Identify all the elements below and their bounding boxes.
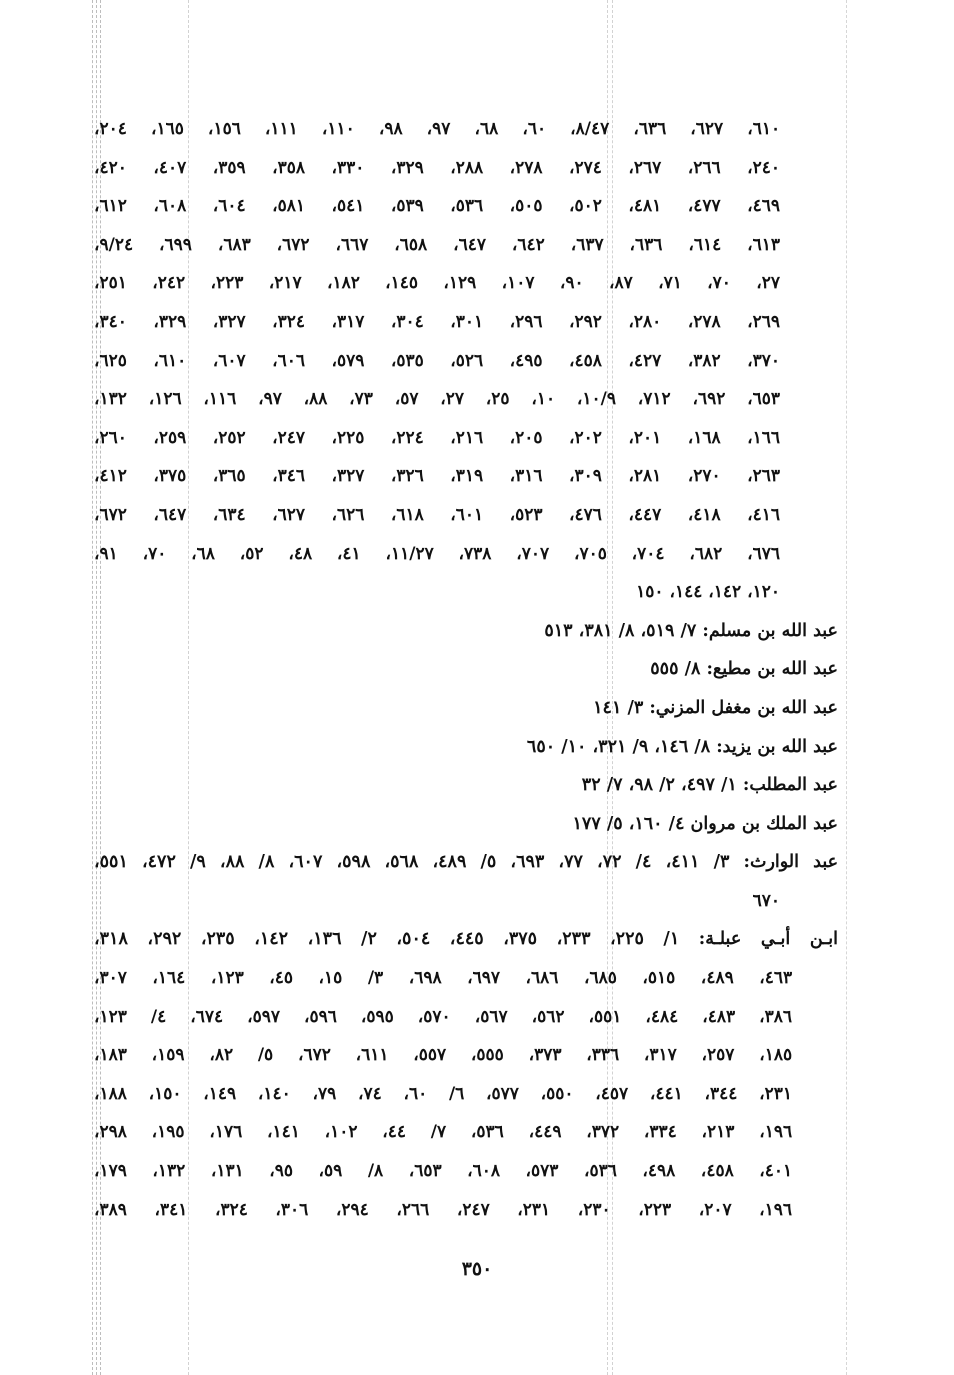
- index-entry: عبد الله بن يزيد: ٨/ ١٤٦، ٩/ ٣٢١، ١٠/ ٦٥٠: [526, 736, 838, 757]
- index-entry: عبد الملك بن مروان ٤/ ١٦٠، ٥/ ١٧٧: [572, 813, 838, 834]
- index-entry: عبد الله بن مسلم: ٧/ ٥١٩، ٨/ ٣٨١، ٥١٣: [544, 620, 838, 641]
- index-line: ٦٥٣، ٦٩٢، ٧١٢، ١٠/٩، ١٠، ٢٥، ٢٧، ٥٧، ٧٣، ٨٨، ٩٧، ١١٦، ١٢٦، ١٣٢،: [94, 389, 781, 410]
- index-line: ٦١٣، ٦١٤، ٦٣٦، ٦٣٧، ٦٤٢، ٦٤٧، ٦٥٨، ٦٦٧، ٦٧٢، ٦٨٣، ٦٩٩، ٩/٢٤،: [94, 234, 781, 255]
- index-line: ١٩٦، ٢٠٧، ٢٢٣، ٢٣٠، ٢٣١، ٢٤٧، ٢٦٦، ٢٩٤، ٣٠٦، ٣٢٤، ٣٤١، ٣٨٩،: [94, 1199, 793, 1220]
- index-line-last: ١٢٠، ١٤٢، ١٤٤، ١٥٠: [636, 582, 780, 603]
- index-entry: ابـن أبـي عبلـة: ١/ ٢٢٥، ٢٣٣، ٣٧٥، ٤٤٥، ٥٠٤، ٢/ ١٣٦، ١٤٢، ٢٣٥، ٢٩٢، ٣١٨،: [94, 929, 838, 950]
- index-line: ٢٣١، ٣٤٤، ٤٤١، ٤٥٧، ٥٥٠، ٥٧٧، ٦/ ٦٠، ٧٤، ٧٩، ١٤٠، ١٤٩، ١٥٠، ١٨٨،: [94, 1083, 793, 1104]
- index-line: ٤١٦، ٤١٨، ٤٤٧، ٤٧٦، ٥٢٣، ٦٠١، ٦١٨، ٦٢٦، ٦٢٧، ٦٣٤، ٦٤٧، ٦٧٢،: [94, 504, 781, 525]
- index-line: ٣٨٦، ٤٨٣، ٤٨٤، ٥٥١، ٥٦٢، ٥٦٧، ٥٧٠، ٥٩٥، ٥٩٦، ٥٩٧، ٦٧٤، ٤/ ١٢٣،: [94, 1006, 793, 1027]
- index-line: ١٨٥، ٢٥٧، ٣١٧، ٣٣٦، ٣٧٣، ٥٥٥، ٥٥٧، ٦١١، ٦٧٢، ٥/ ٨٢، ١٥٩، ١٨٣،: [94, 1045, 793, 1066]
- index-line: ٢٦٩، ٢٧٨، ٢٨٠، ٢٩٢، ٢٩٦، ٣٠١، ٣٠٤، ٣١٧، ٣٢٤، ٣٢٧، ٣٢٩، ٣٤٠،: [94, 311, 781, 332]
- index-line: ٤٦٩، ٤٧٧، ٤٨١، ٥٠٢، ٥٠٥، ٥٣٦، ٥٣٩، ٥٤١، ٥٨١، ٦٠٤، ٦٠٨، ٦١٢،: [94, 196, 781, 217]
- index-line: ٦١٠، ٦٢٧، ٦٣٦، ٨/٤٧، ٦٠، ٦٨، ٩٧، ٩٨، ١١٠، ١١١، ١٥٦، ١٦٥، ٢٠٤،: [94, 119, 781, 139]
- index-entries: [94, 110, 838, 1229]
- index-line: ٢٤٠، ٢٦٦، ٢٦٧، ٢٧٤، ٢٧٨، ٢٨٨، ٣٢٩، ٣٣٠، ٣٥٨، ٣٥٩، ٤٠٧، ٤٢٠،: [94, 157, 781, 178]
- index-entry: عبد الله بن مطيع: ٨/ ٥٥٥: [650, 659, 838, 680]
- index-entry: عبد الوارث: ٣/ ٤١١، ٤/ ٧٢، ٧٧، ٦٩٣، ٥/ ٤٨٩، ٥٦٨، ٥٩٨، ٦٠٧، ٨/ ٨٨، ٩/ ٤٧٢، ٥٥١،: [94, 852, 838, 873]
- index-line: ٢٧، ٧٠، ٧١، ٨٧، ٩٠، ١٠٧، ١٢٩، ١٤٥، ١٨٢، ٢١٧، ٢٢٣، ٢٤٢، ٢٥١،: [94, 273, 781, 294]
- index-line: ١٩٦، ٢١٣، ٣٣٤، ٣٧٢، ٤٤٩، ٥٣٦، ٧/ ٤٤، ١٠٢، ١٤١، ١٧٦، ١٩٥، ٢٩٨،: [94, 1122, 793, 1143]
- page-number: ٣٥٠: [461, 1258, 493, 1280]
- index-line: ٤٦٣، ٤٨٩، ٥١٥، ٦٨٥، ٦٨٦، ٦٩٧، ٦٩٨، ٣/ ١٥، ٤٥، ١٢٣، ١٦٤، ٣٠٧،: [94, 968, 793, 989]
- index-line-last: ٦٧٠: [752, 890, 780, 911]
- scan-guide-line: [846, 0, 847, 1375]
- index-line: ١٦٦، ١٦٨، ٢٠١، ٢٠٢، ٢٠٥، ٢١٦، ٢٢٤، ٢٢٥، ٢٤٧، ٢٥٢، ٢٥٩، ٢٦٠،: [94, 427, 781, 448]
- index-entry: عبد الله بن مغفل المزني: ٣/ ١٤١: [593, 697, 838, 718]
- index-entry: عبد المطلب: ١/ ٤٩٧، ٢/ ٩٨، ٧/ ٣٢: [581, 775, 838, 796]
- index-line: ٤٠١، ٤٥٨، ٤٩٨، ٥٣٦، ٥٧٣، ٦٠٨، ٦٥٣، ٨/ ٥٩، ٩٥، ١٣١، ١٣٢، ١٧٩،: [94, 1161, 793, 1182]
- scan-guide-line: [92, 0, 93, 1375]
- index-line: ٢٦٣، ٢٧٠، ٢٨١، ٣٠٩، ٣١٦، ٣١٩، ٣٢٦، ٣٢٧، ٣٤٦، ٣٦٥، ٣٧٥، ٤١٢،: [94, 466, 781, 487]
- index-line: ٦٧٦، ٦٨٢، ٧٠٤، ٧٠٥، ٧٠٧، ٧٣٨، ١١/٢٧، ٤١، ٤٨، ٥٢، ٦٨، ٧٠، ٩١،: [94, 543, 781, 564]
- index-line: ٣٧٠، ٣٨٢، ٤٢٧، ٤٥٨، ٤٩٥، ٥٢٦، ٥٣٥، ٥٧٩، ٦٠٦، ٦٠٧، ٦١٠، ٦٢٥،: [94, 350, 781, 371]
